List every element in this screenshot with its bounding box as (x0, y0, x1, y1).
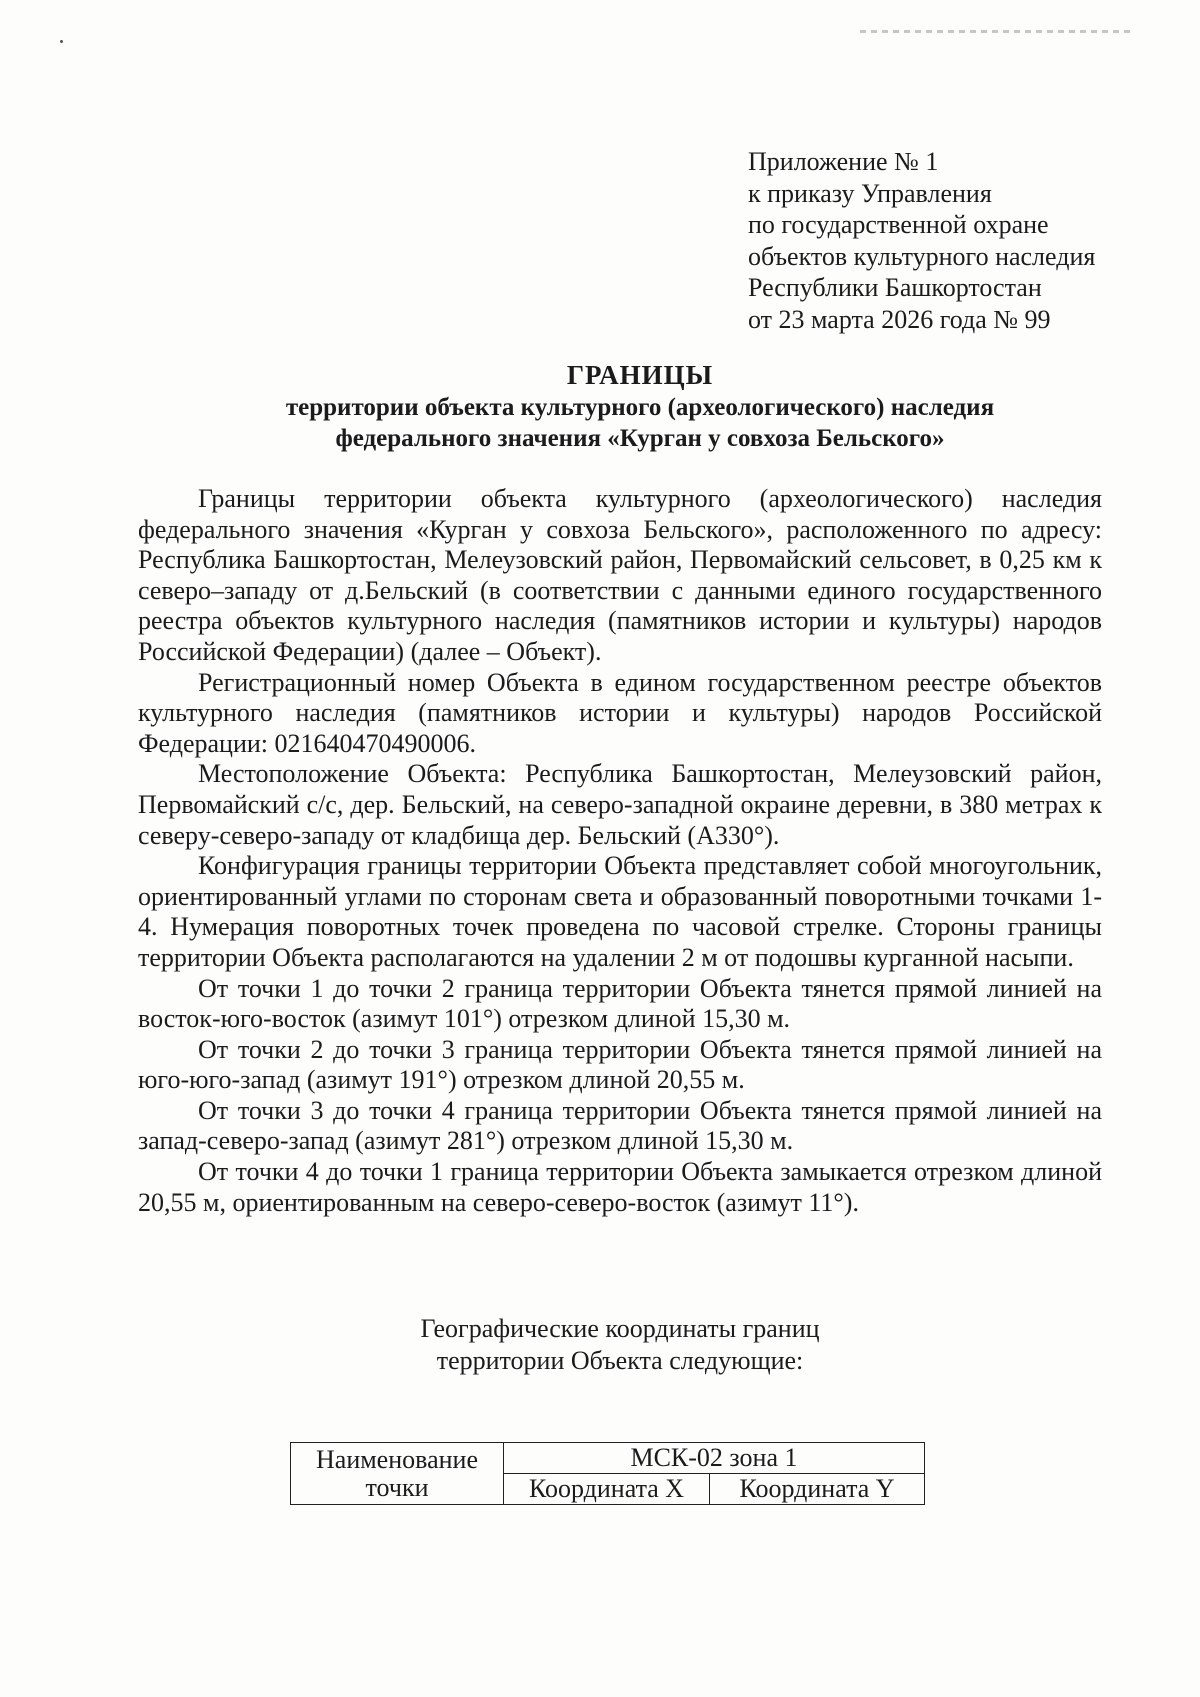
header-point-name-line2: точки (365, 1472, 429, 1502)
paragraph-location: Местоположение Объекта: Республика Башкортостан, Мелеузовский район, Первомайский с/с, дер. Бельский, на северо-западной окраине деревни, в 380 метрах к северу-северо-западу от кладбища дер. Бельский (А330°). (138, 759, 1102, 850)
coordinates-heading (300, 1313, 940, 1377)
paragraph-configuration: Конфигурация границы территории Объекта представляет собой многоугольник, ориентированный углами по сторонам света и образованный поворотными точками 1-4. Нумерация поворотных точек проведена по часовой стрелке. Стороны границы территории Объекта располагаются на удалении 2 м от подошвы курганной насыпи. (138, 851, 1102, 972)
header-coordinate-y: Координата Y (710, 1474, 925, 1505)
title-subtitle-line2: федерального значения «Курган у совхоза Бельского» (335, 425, 945, 452)
title-main: ГРАНИЦЫ (566, 360, 714, 390)
scan-speck (60, 40, 63, 43)
document-title (200, 358, 1080, 454)
paragraph-segment-3-4: От точки 3 до точки 4 граница территории Объекта тянется прямой линией на запад-северо-запад (азимут 281°) отрезком длиной 15,30 м. (138, 1095, 1102, 1156)
paragraph-registration: Регистрационный номер Объекта в едином государственном реестре объектов культурного наследия (памятников истории и культуры) народов Российской Федерации: 021640470490006. (138, 667, 1102, 758)
coordinates-heading-line2: территории Объекта следующие: (436, 1346, 804, 1375)
paragraph-segment-4-1: От точки 4 до точки 1 граница территории Объекта замыкается отрезком длиной 20,55 м, ориентированным на северо-северо-восток (азимут 11°). (138, 1157, 1102, 1217)
appendix-line: к приказу Управления (748, 178, 992, 208)
header-point-name-line1: Наименование (316, 1444, 478, 1474)
header-point-name (291, 1443, 504, 1505)
paragraph-boundaries: Границы территории объекта культурного (археологического) наследия федерального значения «Курган у совхоза Бельского», расположенного по адресу: Республика Башкортостан, Мелеузовский район, Первомайский сельсовет, в 0,25 км к северо–западу от д.Бельский (в соответствии с данными единого государственного реестра объектов культурного наследия (памятников истории и культуры) народов Российской Федерации) (далее – Объект). (138, 484, 1102, 666)
header-zone: МСК-02 зона 1 (504, 1443, 925, 1474)
header-coordinate-x: Координата X (504, 1474, 710, 1505)
scan-artifact (860, 30, 1130, 33)
coordinates-table (290, 1442, 925, 1505)
coordinates-heading-line1: Географические координаты границ (420, 1314, 820, 1343)
title-subtitle-line1: территории объекта культурного (археологического) наследия (285, 394, 995, 421)
appendix-line: Приложение № 1 (748, 147, 939, 176)
paragraph-segment-2-3: От точки 2 до точки 3 граница территории Объекта тянется прямой линией на юго-юго-запад (азимут 191°) отрезком длиной 20,55 м. (138, 1034, 1102, 1095)
appendix-block (748, 146, 1095, 335)
table-header-row (291, 1443, 925, 1474)
body-text (138, 484, 1102, 1218)
paragraph-segment-1-2: От точки 1 до точки 2 граница территории Объекта тянется прямой линией на восток-юго-восток (азимут 101°) отрезком длиной 15,30 м. (138, 973, 1102, 1034)
appendix-line: объектов культурного наследия (748, 241, 1096, 271)
appendix-line: Республики Башкортостан (748, 273, 1042, 302)
appendix-line: по государственной охране (748, 210, 1049, 239)
appendix-line: от 23 марта 2026 года № 99 (748, 304, 1051, 334)
